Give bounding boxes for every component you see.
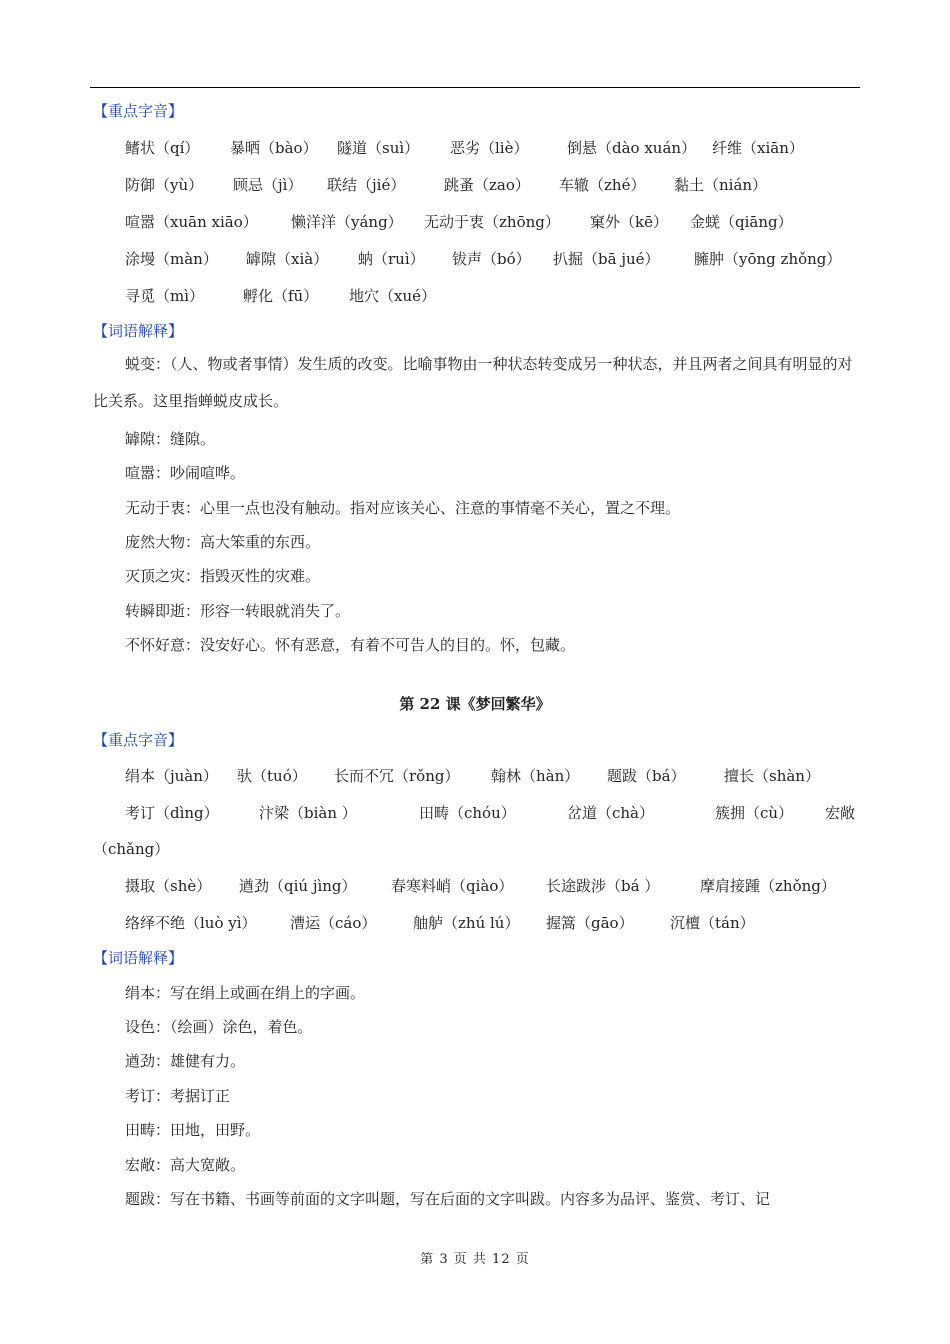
pron-term: 隧道（suì）: [337, 139, 420, 157]
definition-item: 转瞬即逝：形容一转眼就消失了。: [125, 602, 351, 620]
definition-item: 罅隙：缝隙。: [125, 430, 216, 448]
definition-item: 无动于衷：心里一点也没有触动。指对应该关心、注意的事情毫不关心，置之不理。: [125, 499, 681, 517]
pron-term: 题跋（bá）: [607, 767, 686, 785]
definition-item: 灭顶之灾：指毁灭性的灾难。: [125, 567, 321, 585]
page-number: 第 3 页 共 12 页: [420, 1252, 530, 1267]
definition-item: 设色：（绘画）涂色，着色。: [125, 1018, 313, 1036]
pron-term: 联结（jié）: [327, 176, 406, 194]
pronunciation-heading: 【重点字音】: [93, 731, 184, 749]
pron-term: 鳍状（qí）: [125, 139, 200, 157]
definition-item: 田畴：田地，田野。: [125, 1121, 261, 1139]
pron-term: 握篙（gāo）: [546, 914, 634, 932]
pron-term: 驮（tuó）: [237, 767, 307, 785]
pron-term: （chǎng）: [93, 840, 170, 858]
definition-item: 蜕变：（人、物或者事情）发生质的改变。比喻事物由一种状态转变成另一种状态，并且两者之间具有明显的对比关系。这里指蝉蜕皮成长。: [93, 355, 853, 410]
vocabulary-heading: 【词语解释】: [93, 322, 184, 340]
pron-term: 翰林（hàn）: [491, 767, 580, 785]
pron-term: 络绎不绝（luò yì）: [125, 914, 257, 932]
vocabulary-heading: 【词语解释】: [93, 949, 184, 967]
pron-term: 擅长（shàn）: [724, 767, 820, 785]
definition-item: 宏敞：高大宽敞。: [125, 1156, 246, 1174]
pron-term: 防御（yù）: [125, 176, 204, 194]
pron-term: 长而不冗（rǒng）: [334, 767, 460, 785]
pron-term: 金蜣（qiāng）: [690, 213, 793, 231]
definition-item: 不怀好意：没安好心。怀有恶意，有着不可告人的目的。怀，包藏。: [125, 636, 576, 654]
pron-term: 漕运（cáo）: [290, 914, 377, 932]
pron-term: 钹声（bó）: [452, 250, 531, 268]
pron-term: 孵化（fū）: [243, 287, 319, 305]
pron-term: 扒掘（bā jué）: [553, 250, 660, 268]
lesson-title: 第 22 课《梦回繁华》: [399, 695, 551, 713]
pron-term: 摩肩接踵（zhǒng）: [700, 877, 836, 895]
pron-term: 簇拥（cù）: [715, 804, 794, 822]
pron-term: 沉檀（tán）: [670, 914, 755, 932]
pron-term: 舳舻（zhú lú）: [413, 914, 520, 932]
pronunciation-heading: 【重点字音】: [93, 102, 184, 120]
definition-item: 喧嚣：吵闹喧哗。: [125, 464, 246, 482]
pron-term: 窠外（kē）: [590, 213, 668, 231]
pron-term: 地穴（xué）: [349, 287, 436, 305]
definition-item: 题跋：写在书籍、书画等前面的文字叫题，写在后面的文字叫跋。内容多为品评、鉴赏、考订、记: [125, 1190, 771, 1208]
pron-term: 春寒料峭（qiào）: [391, 877, 514, 895]
pron-term: 跳蚤（zao）: [444, 176, 530, 194]
pron-term: 懒洋洋（yáng）: [291, 213, 403, 231]
definition-item: 考订：考据订正: [125, 1087, 231, 1105]
pron-term: 考订（dìng）: [125, 804, 219, 822]
pron-term: 车辙（zhé）: [559, 176, 646, 194]
pron-term: 喧嚣（xuān xiāo）: [125, 213, 258, 231]
pron-term: 汴梁（biàn ）: [259, 804, 357, 822]
pron-term: 寻觅（mì）: [125, 287, 205, 305]
definition-item: 遒劲：雄健有力。: [125, 1052, 246, 1070]
pron-term: 臃肿（yōng zhǒng）: [694, 250, 842, 268]
pron-term: 长途跋涉（bá ）: [546, 877, 660, 895]
pron-term: 倒悬（dào xuán）: [567, 139, 697, 157]
pron-term: 顾忌（jì）: [233, 176, 303, 194]
pron-term: 纤维（xiān）: [712, 139, 804, 157]
pron-term: 黏土（nián）: [674, 176, 768, 194]
pron-term: 无动于衷（zhōng）: [424, 213, 560, 231]
header-rule: [90, 87, 860, 88]
pron-term: 宏敞: [825, 804, 856, 822]
pron-term: 蚋（ruì）: [358, 250, 425, 268]
pron-term: 恶劣（liè）: [450, 139, 529, 157]
definition-item: 绢本：写在绢上或画在绢上的字画。: [125, 984, 366, 1002]
pron-term: 遒劲（qiú jìng）: [239, 877, 357, 895]
pron-term: 罅隙（xià）: [246, 250, 329, 268]
pron-term: 绢本（juàn）: [125, 767, 218, 785]
pron-term: 田畴（chóu）: [419, 804, 516, 822]
pron-term: 岔道（chà）: [567, 804, 655, 822]
pron-term: 摄取（shè）: [125, 877, 212, 895]
pron-term: 暴晒（bào）: [230, 139, 318, 157]
pron-term: 涂墁（màn）: [125, 250, 218, 268]
definition-item: 庞然大物：高大笨重的东西。: [125, 533, 321, 551]
